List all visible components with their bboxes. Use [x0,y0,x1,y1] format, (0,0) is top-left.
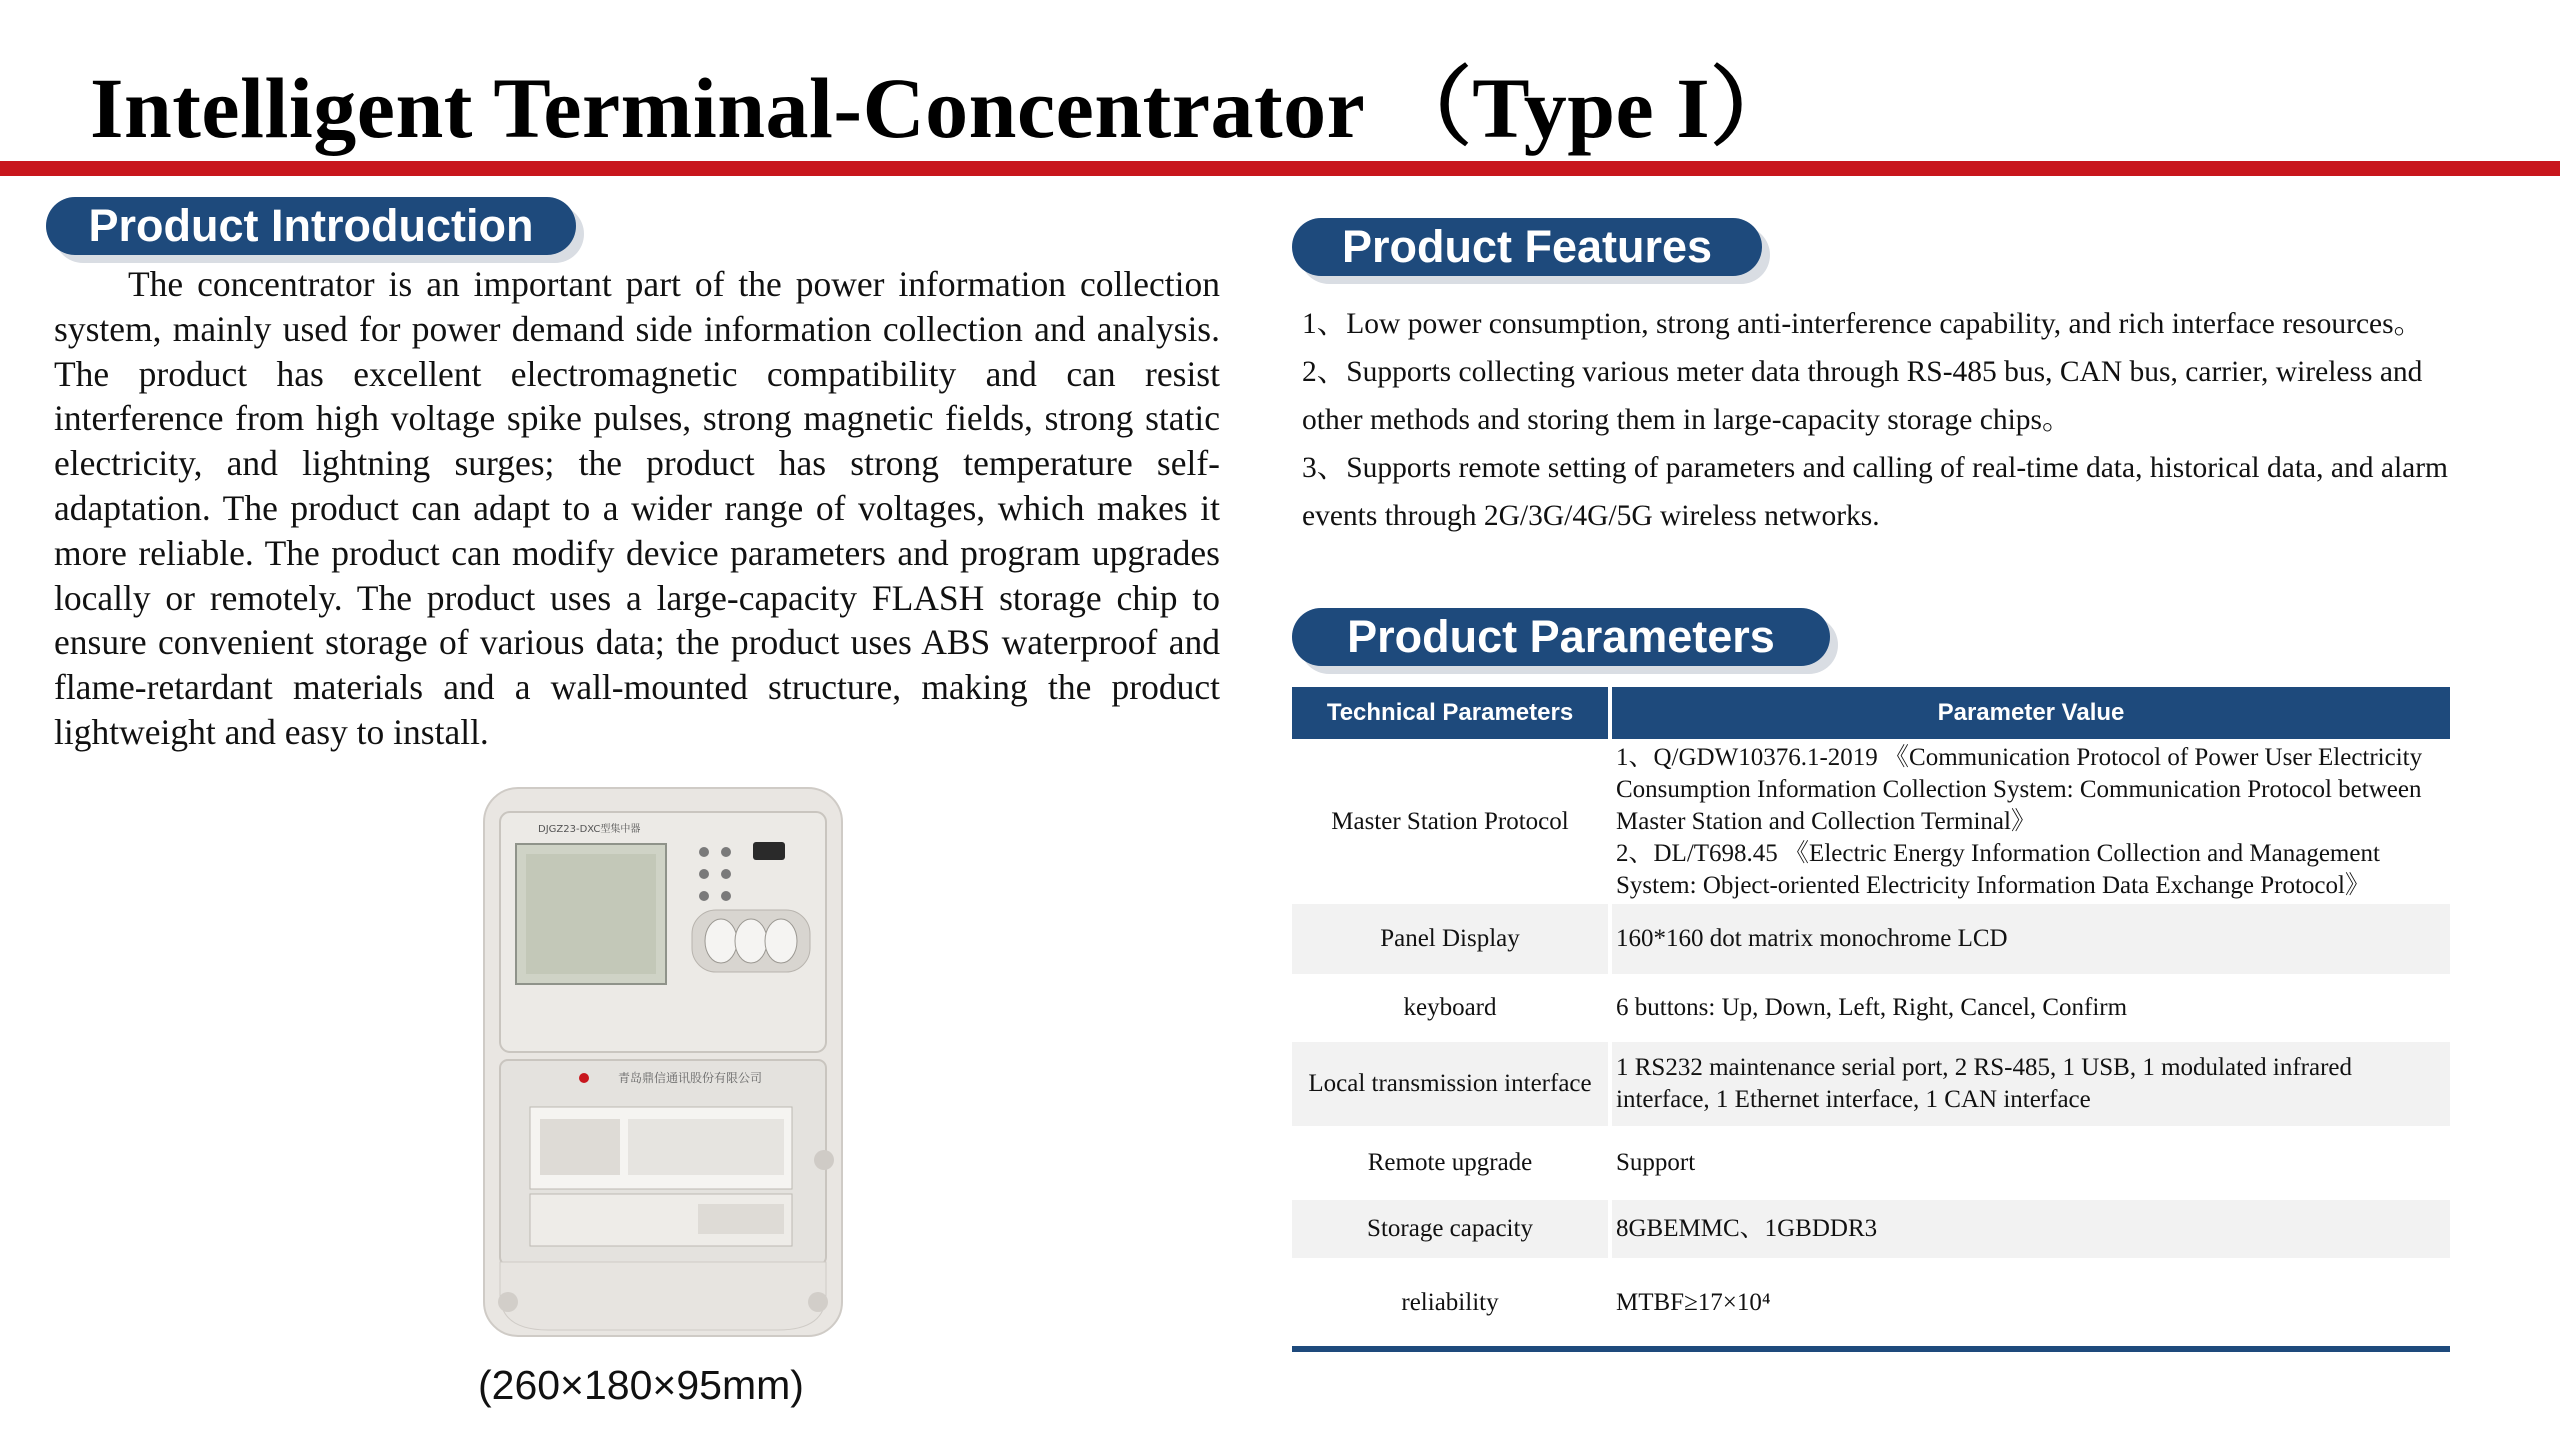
param-value: MTBF≥17×10⁴ [1616,1289,1771,1316]
table-row [1292,1126,2450,1200]
param-value-line: 1、Q/GDW10376.1-2019 《Communication Protocol of Power User Electricity Consumption Information Collection System: Communication Protocol between Master Station and Collection Terminal》 [1616,743,2423,835]
feature-item: 3、Supports remote setting of parameters and calling of real-time data, historical data, and alarm events through 2G/3G/4G/5G wireless networks. [1302,452,2449,532]
param-value-line: 2、DL/T698.45 《Electric Energy Information Collection and Management System: Object-oriented Electricity Information Data Exchange Protocol》 [1616,839,2380,899]
concentrator-device-image [478,782,848,1342]
table-row [1292,974,2450,1042]
page-title: Intelligent Terminal-Concentrator （Type I） [90,60,1797,156]
param-value: 160*160 dot matrix monochrome LCD [1610,904,2450,974]
param-name: Panel Display [1292,904,1610,974]
param-name: Master Station Protocol [1292,739,1610,904]
param-value: 1 RS232 maintenance serial port, 2 RS-485, 1 USB, 1 modulated infrared interface, 1 Ethernet interface, 1 CAN interface [1610,1042,2450,1126]
param-name: Remote upgrade [1292,1126,1610,1200]
table-bottom-rule [1292,1346,2450,1352]
product-introduction-text [54,262,1220,755]
param-name: keyboard [1292,974,1610,1042]
param-value: 6 buttons: Up, Down, Left, Right, Cancel, Confirm [1616,994,2128,1021]
column-header-parameter-value: Parameter Value [1610,687,2450,739]
parameters-table [1292,687,2450,1348]
column-header-technical-parameters: Technical Parameters [1292,687,1610,739]
param-value: 8GBEMMC、1GBDDR3 [1610,1200,2450,1258]
device-company-label: 青岛鼎信通讯股份有限公司 [618,1071,763,1085]
table-header-row [1292,687,2450,739]
feature-item: 2、Supports collecting various meter data through RS-485 bus, CAN bus, carrier, wireless and other methods and storing them in large-capacity storage chips。 [1302,356,2423,436]
table-row [1292,1200,2450,1258]
product-introduction-heading: Product Introduction [46,197,576,255]
device-dimensions: (260×180×95mm) [478,1362,804,1408]
param-value [1610,739,2450,904]
param-value: Support [1616,1149,1696,1176]
device-model-label: DJGZ23-DXC型集中器 [538,824,641,835]
table-row [1292,1042,2450,1126]
table-row [1292,904,2450,974]
table-row [1292,739,2450,904]
feature-item: 1、Low power consumption, strong anti-interference capability, and rich interface resources。 [1302,308,2424,340]
param-name: Storage capacity [1292,1200,1610,1258]
param-name: Local transmission interface [1292,1042,1610,1126]
param-name: reliability [1292,1258,1610,1348]
intro-paragraph: The concentrator is an important part of the power information collection system, mainly used for power demand side information collection and analysis. The product has excellent electromagnetic compatibility and can resist interference from high voltage spike pulses, strong magnetic fields, strong static electricity, and lightning surges; the product has strong temperature self-adaptation. The product can adapt to a wider range of voltages, which makes it more reliable. The product can modify device parameters and program upgrades locally or remotely. The product uses a large-capacity FLASH storage chip to ensure convenient storage of various data; the product uses ABS waterproof and flame-retardant materials and a wall-mounted structure, making the product lightweight and easy to install. [54,264,1220,752]
product-parameters-heading: Product Parameters [1292,608,1830,666]
table-row [1292,1258,2450,1348]
product-features-list [1302,300,2462,540]
product-features-heading: Product Features [1292,218,1762,276]
title-divider [0,161,2560,176]
